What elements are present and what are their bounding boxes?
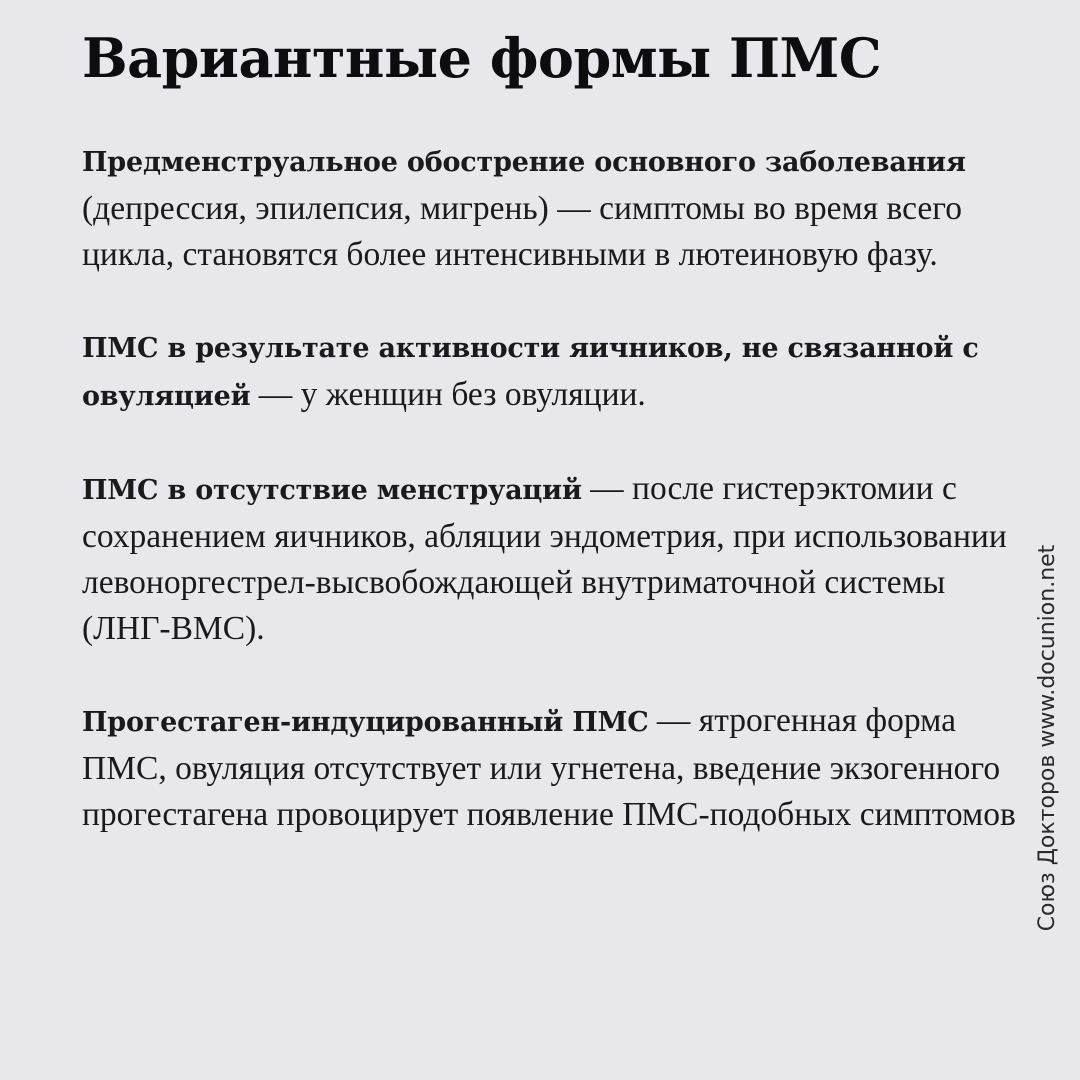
term-anovulatory: ПМС в результате активности яичников, не связанной с овуляцией bbox=[82, 333, 979, 412]
source-watermark: Союз Докторов www.docunion.net bbox=[1035, 544, 1060, 932]
term-exacerbation: Предменструальное обострение основного заболевания bbox=[82, 147, 966, 178]
desc-progestogen-induced: — ятрогенная форма ПМС, овуляция отсутствует или угнетена, введение экзогенного прогестагена провоцирует появление ПМС-подобных симптомов bbox=[82, 702, 1016, 833]
paragraph-anovulatory bbox=[82, 324, 1022, 420]
paragraph-exacerbation bbox=[82, 138, 1022, 278]
paragraph-progestogen-induced bbox=[82, 698, 1022, 838]
page-title: Вариантные формы ПМС bbox=[82, 26, 882, 90]
desc-anovulatory: — у женщин без овуляции. bbox=[250, 376, 646, 413]
desc-exacerbation: (депрессия, эпилепсия, мигрень) — симптомы во время всего цикла, становятся более интенсивными в лютеиновую фазу. bbox=[82, 190, 962, 273]
term-no-menstruation: ПМС в отсутствие менструаций bbox=[82, 475, 582, 506]
paragraph-no-menstruation bbox=[82, 466, 1022, 652]
term-progestogen-induced: Прогестаген-индуцированный ПМС bbox=[82, 707, 649, 738]
desc-no-menstruation: — после гистерэктомии с сохранением яичников, абляции эндометрия, при использовании левоноргестрел-высвобождающей внутриматочной системы (ЛНГ-ВМС). bbox=[82, 470, 1007, 647]
content-body bbox=[82, 138, 1022, 884]
